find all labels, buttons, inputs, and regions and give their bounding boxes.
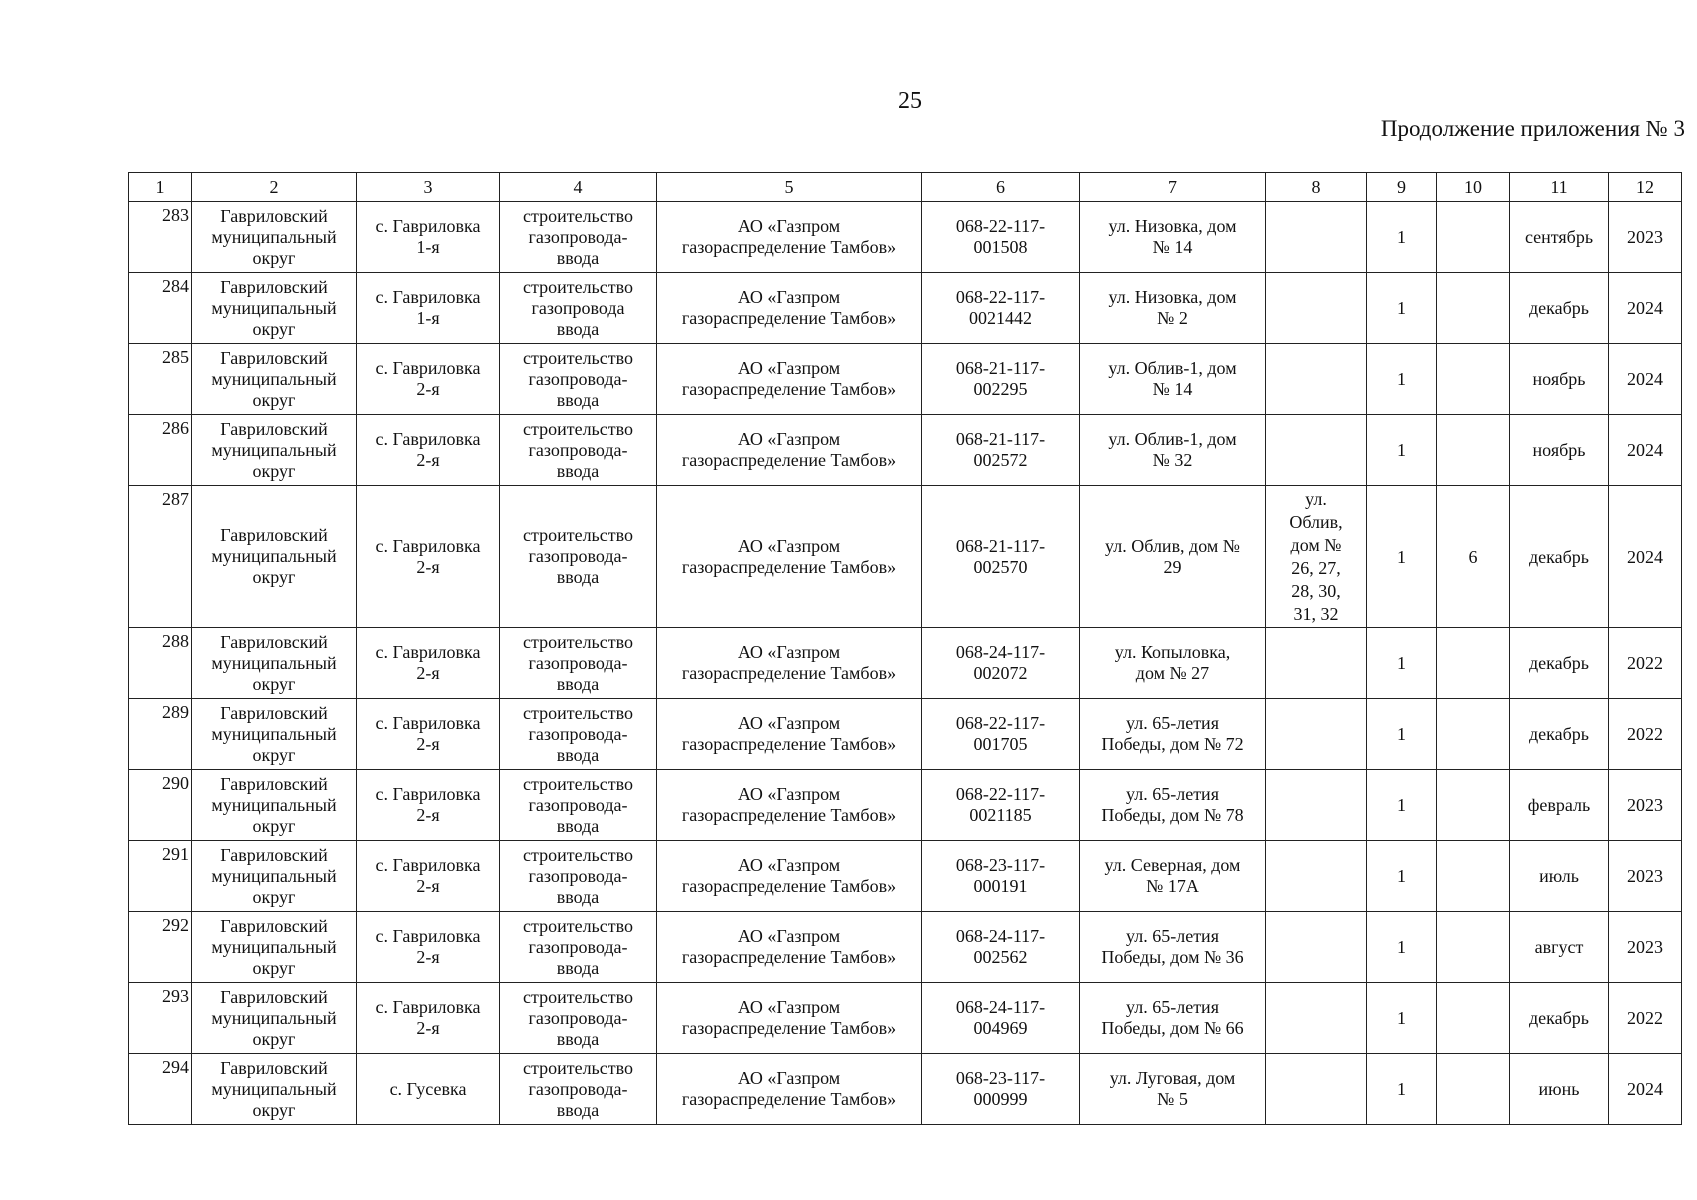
quantity-cell: 1	[1367, 912, 1437, 983]
municipality-cell: Гавриловский муниципальный округ	[192, 273, 357, 344]
count-cell	[1437, 770, 1510, 841]
table-row	[129, 273, 1682, 344]
municipality-cell: Гавриловский муниципальный округ	[192, 202, 357, 273]
settlement-cell: с. Гусевка	[357, 1054, 500, 1125]
count-cell	[1437, 983, 1510, 1054]
work-type-cell: строительство газопровода- ввода	[500, 202, 657, 273]
column-header: 4	[500, 173, 657, 202]
additional-addresses-cell	[1266, 628, 1367, 699]
settlement-cell: с. Гавриловка 2-я	[357, 770, 500, 841]
table-row	[129, 983, 1682, 1054]
settlement-cell: с. Гавриловка 2-я	[357, 983, 500, 1054]
object-code-cell: 068-22-117- 0021442	[922, 273, 1080, 344]
table-row	[129, 628, 1682, 699]
municipality-cell: Гавриловский муниципальный округ	[192, 628, 357, 699]
organization-cell: АО «Газпром газораспределение Тамбов»	[657, 202, 922, 273]
year-cell: 2022	[1609, 699, 1682, 770]
year-cell: 2024	[1609, 1054, 1682, 1125]
settlement-cell: с. Гавриловка 2-я	[357, 486, 500, 628]
year-cell: 2024	[1609, 486, 1682, 628]
municipality-cell: Гавриловский муниципальный округ	[192, 983, 357, 1054]
row-number-cell: 289	[129, 699, 192, 770]
municipality-cell: Гавриловский муниципальный округ	[192, 415, 357, 486]
address-cell: ул. 65-летия Победы, дом № 72	[1080, 699, 1266, 770]
object-code-cell: 068-21-117- 002295	[922, 344, 1080, 415]
address-cell: ул. Низовка, дом № 14	[1080, 202, 1266, 273]
table-row	[129, 415, 1682, 486]
page-number: 25	[898, 88, 922, 114]
row-number-cell: 287	[129, 486, 192, 628]
row-number-cell: 288	[129, 628, 192, 699]
work-type-cell: строительство газопровода- ввода	[500, 628, 657, 699]
table-row	[129, 1054, 1682, 1125]
table-body	[129, 202, 1682, 1125]
table-row	[129, 912, 1682, 983]
settlement-cell: с. Гавриловка 2-я	[357, 415, 500, 486]
appendix-table	[128, 172, 1682, 1125]
address-cell: ул. 65-летия Победы, дом № 78	[1080, 770, 1266, 841]
row-number-cell: 294	[129, 1054, 192, 1125]
year-cell: 2023	[1609, 912, 1682, 983]
row-number-cell: 291	[129, 841, 192, 912]
organization-cell: АО «Газпром газораспределение Тамбов»	[657, 415, 922, 486]
column-header: 5	[657, 173, 922, 202]
count-cell	[1437, 273, 1510, 344]
quantity-cell: 1	[1367, 486, 1437, 628]
column-header: 2	[192, 173, 357, 202]
count-cell	[1437, 415, 1510, 486]
organization-cell: АО «Газпром газораспределение Тамбов»	[657, 841, 922, 912]
table-header-row	[129, 173, 1682, 202]
year-cell: 2024	[1609, 273, 1682, 344]
object-code-cell: 068-23-117- 000999	[922, 1054, 1080, 1125]
month-cell: ноябрь	[1510, 415, 1609, 486]
object-code-cell: 068-21-117- 002570	[922, 486, 1080, 628]
address-cell: ул. Низовка, дом № 2	[1080, 273, 1266, 344]
additional-addresses-cell	[1266, 1054, 1367, 1125]
month-cell: август	[1510, 912, 1609, 983]
work-type-cell: строительство газопровода- ввода	[500, 1054, 657, 1125]
work-type-cell: строительство газопровода- ввода	[500, 770, 657, 841]
row-number-cell: 290	[129, 770, 192, 841]
work-type-cell: строительство газопровода- ввода	[500, 983, 657, 1054]
row-number-cell: 293	[129, 983, 192, 1054]
address-cell: ул. 65-летия Победы, дом № 36	[1080, 912, 1266, 983]
organization-cell: АО «Газпром газораспределение Тамбов»	[657, 344, 922, 415]
additional-addresses-cell	[1266, 273, 1367, 344]
organization-cell: АО «Газпром газораспределение Тамбов»	[657, 912, 922, 983]
column-header: 7	[1080, 173, 1266, 202]
count-cell	[1437, 841, 1510, 912]
column-header: 11	[1510, 173, 1609, 202]
municipality-cell: Гавриловский муниципальный округ	[192, 1054, 357, 1125]
organization-cell: АО «Газпром газораспределение Тамбов»	[657, 628, 922, 699]
year-cell: 2024	[1609, 415, 1682, 486]
address-cell: ул. Северная, дом № 17А	[1080, 841, 1266, 912]
municipality-cell: Гавриловский муниципальный округ	[192, 912, 357, 983]
appendix-continuation-title: Продолжение приложения № 3	[1380, 116, 1685, 141]
additional-addresses-cell	[1266, 983, 1367, 1054]
object-code-cell: 068-21-117- 002572	[922, 415, 1080, 486]
column-header: 1	[129, 173, 192, 202]
row-number-cell: 292	[129, 912, 192, 983]
additional-addresses-cell: ул. Облив, дом № 26, 27, 28, 30, 31, 32	[1266, 486, 1367, 628]
count-cell	[1437, 912, 1510, 983]
additional-addresses-cell	[1266, 344, 1367, 415]
municipality-cell: Гавриловский муниципальный округ	[192, 841, 357, 912]
quantity-cell: 1	[1367, 983, 1437, 1054]
table-row	[129, 699, 1682, 770]
count-cell	[1437, 699, 1510, 770]
address-cell: ул. 65-летия Победы, дом № 66	[1080, 983, 1266, 1054]
count-cell: 6	[1437, 486, 1510, 628]
object-code-cell: 068-23-117- 000191	[922, 841, 1080, 912]
month-cell: ноябрь	[1510, 344, 1609, 415]
quantity-cell: 1	[1367, 699, 1437, 770]
count-cell	[1437, 628, 1510, 699]
work-type-cell: строительство газопровода- ввода	[500, 841, 657, 912]
column-header: 9	[1367, 173, 1437, 202]
column-header: 6	[922, 173, 1080, 202]
quantity-cell: 1	[1367, 841, 1437, 912]
additional-addresses-cell	[1266, 912, 1367, 983]
municipality-cell: Гавриловский муниципальный округ	[192, 699, 357, 770]
additional-addresses-cell	[1266, 202, 1367, 273]
additional-addresses-cell	[1266, 770, 1367, 841]
municipality-cell: Гавриловский муниципальный округ	[192, 344, 357, 415]
month-cell: декабрь	[1510, 273, 1609, 344]
organization-cell: АО «Газпром газораспределение Тамбов»	[657, 983, 922, 1054]
work-type-cell: строительство газопровода- ввода	[500, 415, 657, 486]
table-row	[129, 202, 1682, 273]
quantity-cell: 1	[1367, 1054, 1437, 1125]
month-cell: декабрь	[1510, 486, 1609, 628]
address-cell: ул. Копыловка, дом № 27	[1080, 628, 1266, 699]
settlement-cell: с. Гавриловка 2-я	[357, 344, 500, 415]
quantity-cell: 1	[1367, 202, 1437, 273]
object-code-cell: 068-24-117- 002562	[922, 912, 1080, 983]
settlement-cell: с. Гавриловка 2-я	[357, 912, 500, 983]
organization-cell: АО «Газпром газораспределение Тамбов»	[657, 770, 922, 841]
object-code-cell: 068-22-117- 0021185	[922, 770, 1080, 841]
work-type-cell: строительство газопровода- ввода	[500, 912, 657, 983]
address-cell: ул. Луговая, дом № 5	[1080, 1054, 1266, 1125]
additional-addresses-cell	[1266, 415, 1367, 486]
municipality-cell: Гавриловский муниципальный округ	[192, 486, 357, 628]
month-cell: декабрь	[1510, 628, 1609, 699]
settlement-cell: с. Гавриловка 2-я	[357, 628, 500, 699]
table-row	[129, 344, 1682, 415]
settlement-cell: с. Гавриловка 1-я	[357, 202, 500, 273]
quantity-cell: 1	[1367, 344, 1437, 415]
row-number-cell: 283	[129, 202, 192, 273]
year-cell: 2023	[1609, 770, 1682, 841]
address-cell: ул. Облив-1, дом № 32	[1080, 415, 1266, 486]
object-code-cell: 068-24-117- 004969	[922, 983, 1080, 1054]
work-type-cell: строительство газопровода ввода	[500, 273, 657, 344]
address-cell: ул. Облив-1, дом № 14	[1080, 344, 1266, 415]
settlement-cell: с. Гавриловка 2-я	[357, 841, 500, 912]
settlement-cell: с. Гавриловка 1-я	[357, 273, 500, 344]
month-cell: июль	[1510, 841, 1609, 912]
column-header: 3	[357, 173, 500, 202]
table-row	[129, 841, 1682, 912]
quantity-cell: 1	[1367, 770, 1437, 841]
quantity-cell: 1	[1367, 628, 1437, 699]
organization-cell: АО «Газпром газораспределение Тамбов»	[657, 273, 922, 344]
month-cell: сентябрь	[1510, 202, 1609, 273]
column-header: 10	[1437, 173, 1510, 202]
table-row	[129, 770, 1682, 841]
organization-cell: АО «Газпром газораспределение Тамбов»	[657, 699, 922, 770]
municipality-cell: Гавриловский муниципальный округ	[192, 770, 357, 841]
month-cell: декабрь	[1510, 699, 1609, 770]
quantity-cell: 1	[1367, 415, 1437, 486]
object-code-cell: 068-22-117- 001508	[922, 202, 1080, 273]
month-cell: декабрь	[1510, 983, 1609, 1054]
year-cell: 2023	[1609, 841, 1682, 912]
year-cell: 2022	[1609, 628, 1682, 699]
additional-addresses-cell	[1266, 699, 1367, 770]
table-row	[129, 486, 1682, 628]
quantity-cell: 1	[1367, 273, 1437, 344]
additional-addresses-cell	[1266, 841, 1367, 912]
count-cell	[1437, 1054, 1510, 1125]
work-type-cell: строительство газопровода- ввода	[500, 486, 657, 628]
month-cell: февраль	[1510, 770, 1609, 841]
object-code-cell: 068-22-117- 001705	[922, 699, 1080, 770]
year-cell: 2022	[1609, 983, 1682, 1054]
object-code-cell: 068-24-117- 002072	[922, 628, 1080, 699]
count-cell	[1437, 344, 1510, 415]
row-number-cell: 284	[129, 273, 192, 344]
work-type-cell: строительство газопровода- ввода	[500, 699, 657, 770]
count-cell	[1437, 202, 1510, 273]
month-cell: июнь	[1510, 1054, 1609, 1125]
column-header: 8	[1266, 173, 1367, 202]
work-type-cell: строительство газопровода- ввода	[500, 344, 657, 415]
year-cell: 2023	[1609, 202, 1682, 273]
year-cell: 2024	[1609, 344, 1682, 415]
address-cell: ул. Облив, дом № 29	[1080, 486, 1266, 628]
row-number-cell: 286	[129, 415, 192, 486]
settlement-cell: с. Гавриловка 2-я	[357, 699, 500, 770]
organization-cell: АО «Газпром газораспределение Тамбов»	[657, 1054, 922, 1125]
column-header: 12	[1609, 173, 1682, 202]
organization-cell: АО «Газпром газораспределение Тамбов»	[657, 486, 922, 628]
row-number-cell: 285	[129, 344, 192, 415]
